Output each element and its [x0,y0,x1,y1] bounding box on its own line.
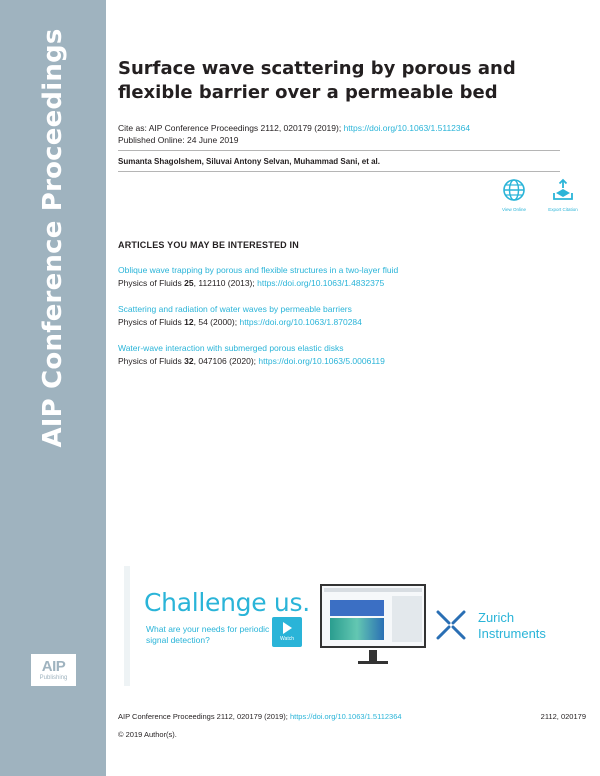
published-date: Published Online: 24 June 2019 [118,135,239,145]
related-journal: Physics of Fluids [118,278,182,288]
export-citation-button[interactable] [540,178,586,212]
related-volume: 25 [184,278,194,288]
authors-line: Sumanta Shagolshem, Siluvai Antony Selvan, Muhammad Sani, et al. [118,157,380,166]
journal-name-text: AIP Conference Proceedings [38,28,68,448]
related-article-ref [118,355,558,368]
related-doi-link[interactable]: https://doi.org/10.1063/1.4832375 [257,278,385,288]
ad-monitor-image [320,584,426,648]
export-icon [551,178,575,202]
related-journal: Physics of Fluids [118,356,182,366]
related-article-title[interactable]: Oblique wave trapping by porous and flexible structures in a two-layer fluid [118,265,399,275]
related-journal: Physics of Fluids [118,317,182,327]
aip-publishing-logo[interactable] [31,654,76,686]
play-icon [283,622,292,634]
globe-icon [502,178,526,202]
monitor-side-panel [392,596,422,642]
related-pages: , 54 (2000); [193,317,238,327]
cite-doi-link[interactable]: https://doi.org/10.1063/1.5112364 [343,123,471,133]
related-article-ref [118,277,558,290]
monitor-toolbar [324,588,422,592]
ad-watch-button[interactable] [272,617,302,647]
footer-cite-prefix: AIP Conference Proceedings 2112, 020179 (2019); [118,712,288,721]
related-doi-link[interactable]: https://doi.org/10.1063/1.870284 [239,317,362,327]
footer-citation [118,712,402,721]
related-pages: , 047106 (2020); [193,356,257,366]
related-doi-link[interactable]: https://doi.org/10.1063/5.0006119 [258,356,385,366]
related-article-ref [118,316,558,329]
view-online-button[interactable] [491,178,537,212]
related-article [118,303,558,329]
ad-brand-line1: Zurich [478,610,515,625]
aip-logo-sub: Publishing [39,674,68,681]
related-pages: , 112110 (2013); [193,278,255,288]
monitor-base [358,661,388,664]
footer-page-id: 2112, 020179 [540,712,586,721]
ad-subline: What are your needs for periodic signal detection? [146,624,270,645]
related-article [118,342,558,368]
related-volume: 32 [184,356,194,366]
cite-line [118,122,470,134]
related-article-title[interactable]: Scattering and radiation of water waves by permeable barriers [118,304,352,314]
ad-left-strip [124,566,130,686]
ad-watch-label: Watch [280,636,294,642]
ad-brand-name [478,610,546,642]
divider-top [118,150,560,151]
monitor-plot-panel [330,618,384,640]
article-title: Surface wave scattering by porous and flexible barrier over a permeable bed [118,58,516,103]
ad-brand-line2: Instruments [478,626,546,641]
related-volume: 12 [184,317,194,327]
footer-doi-link[interactable]: https://doi.org/10.1063/1.5112364 [289,712,402,721]
view-online-label: View Online [502,207,526,212]
ad-headline: Challenge us. [144,588,310,617]
monitor-signal-panel [330,600,384,616]
divider-authors [118,171,560,172]
zurich-instruments-logo-icon [436,610,466,640]
related-article-title[interactable]: Water-wave interaction with submerged porous elastic disks [118,343,344,353]
export-citation-label: Export Citation [548,207,578,212]
advertisement-banner[interactable] [124,566,554,686]
cite-prefix: Cite as: AIP Conference Proceedings 2112, 020179 (2019); [118,123,342,133]
copyright-notice: © 2019 Author(s). [118,730,177,739]
related-heading: ARTICLES YOU MAY BE INTERESTED IN [118,240,299,250]
journal-sidebar [0,0,106,776]
related-article [118,264,558,290]
aip-logo-main: AIP [41,657,66,675]
